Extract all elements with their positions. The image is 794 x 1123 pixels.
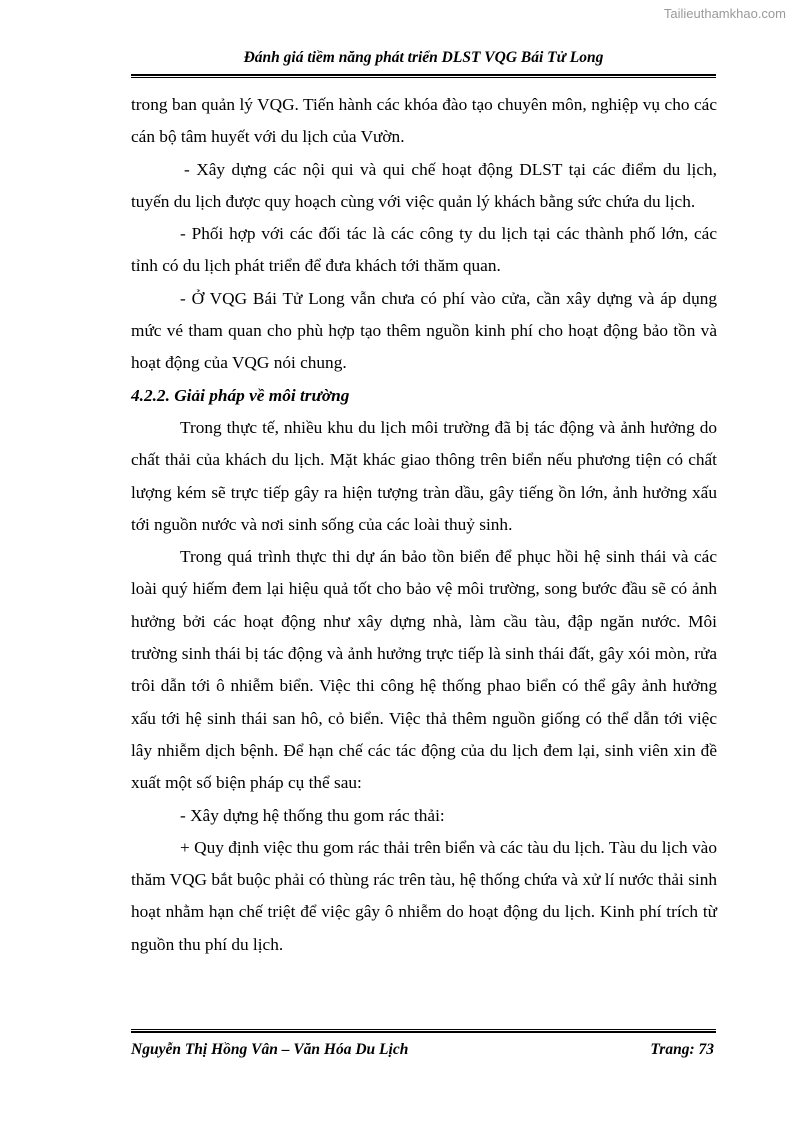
footer-author: Nguyễn Thị Hồng Vân – Văn Hóa Du Lịch <box>131 1041 409 1058</box>
page-body <box>131 89 717 961</box>
running-header-title: Đánh giá tiềm năng phát triển DLST VQG Bái Tử Long <box>243 49 604 66</box>
paragraph-bullet-fees: - Ở VQG Bái Tử Long vẫn chưa có phí vào cửa, cần xây dựng và áp dụng mức vé tham quan cho phù hợp tạo thêm nguồn kinh phí cho hoạt động bảo tồn và hoạt động của VQG nói chung. <box>131 288 717 373</box>
paragraph-environment-impact: Trong thực tế, nhiều khu du lịch môi trường đã bị tác động và ảnh hưởng do chất thải của khách du lịch. Mặt khác giao thông trên biển nếu phương tiện có chất lượng kém sẽ trực tiếp gây ra hiện tượng tràn dầu, gây tiếng ồn lớn, ảnh hưởng xấu tới nguồn nước và nơi sinh sống của các loài thuỷ sinh. <box>131 417 717 534</box>
watermark: Tailieuthamkhao.com <box>663 6 786 21</box>
paragraph-continuation: trong ban quản lý VQG. Tiến hành các khóa đào tạo chuyên môn, nghiệp vụ cho các cán bộ tâm huyết với du lịch của Vườn. <box>131 95 717 147</box>
section-heading: 4.2.2. Giải pháp về môi trường <box>131 385 350 405</box>
paragraph-bullet-rules: - Xây dựng các nội qui và qui chế hoạt động DLST tại các điểm du lịch, tuyến du lịch được quy hoạch cùng với việc quản lý khách bằng sức chứa du lịch. <box>131 159 717 211</box>
paragraph-bullet-partners: - Phối hợp với các đối tác là các công ty du lịch tại các thành phố lớn, các tỉnh có du lịch phát triển để đưa khách tới thăm quan. <box>131 224 717 276</box>
header-divider <box>131 74 716 78</box>
paragraph-conservation-project: Trong quá trình thực thi dự án bảo tồn biển để phục hồi hệ sinh thái và các loài quý hiếm đem lại hiệu quả tốt cho bảo vệ môi trường, song bước đầu sẽ có ảnh hưởng bởi các hoạt động như xây dựng nhà, làm cầu tàu, đập ngăn nước. Môi trường sinh thái bị tác động và ảnh hưởng trực tiếp là sinh thái đất, gây xói mòn, rửa trôi dẫn tới ô nhiễm biển. Việc thi công hệ thống phao biển có thể gây ảnh hưởng xấu tới hệ sinh thái san hô, cỏ biển. Việc thả thêm nguồn giống có thể dẫn tới việc lây nhiễm dịch bệnh. Để hạn chế các tác động của du lịch đem lại, sinh viên xin đề xuất một số biện pháp cụ thể sau: <box>131 547 717 793</box>
footer-divider <box>131 1029 716 1033</box>
footer-page-number: Trang: 73 <box>650 1041 714 1058</box>
paragraph-bullet-waste-system: - Xây dựng hệ thống thu gom rác thải: <box>180 805 445 825</box>
paragraph-waste-regulation: + Quy định việc thu gom rác thải trên biển và các tàu du lịch. Tàu du lịch vào thăm VQG bắt buộc phải có thùng rác trên tàu, hệ thống chứa và xử lí nước thải sinh hoạt nhằm hạn chế triệt để việc gây ô nhiễm do hoạt động du lịch. Kinh phí trích từ nguồn thu phí du lịch. <box>131 837 717 954</box>
